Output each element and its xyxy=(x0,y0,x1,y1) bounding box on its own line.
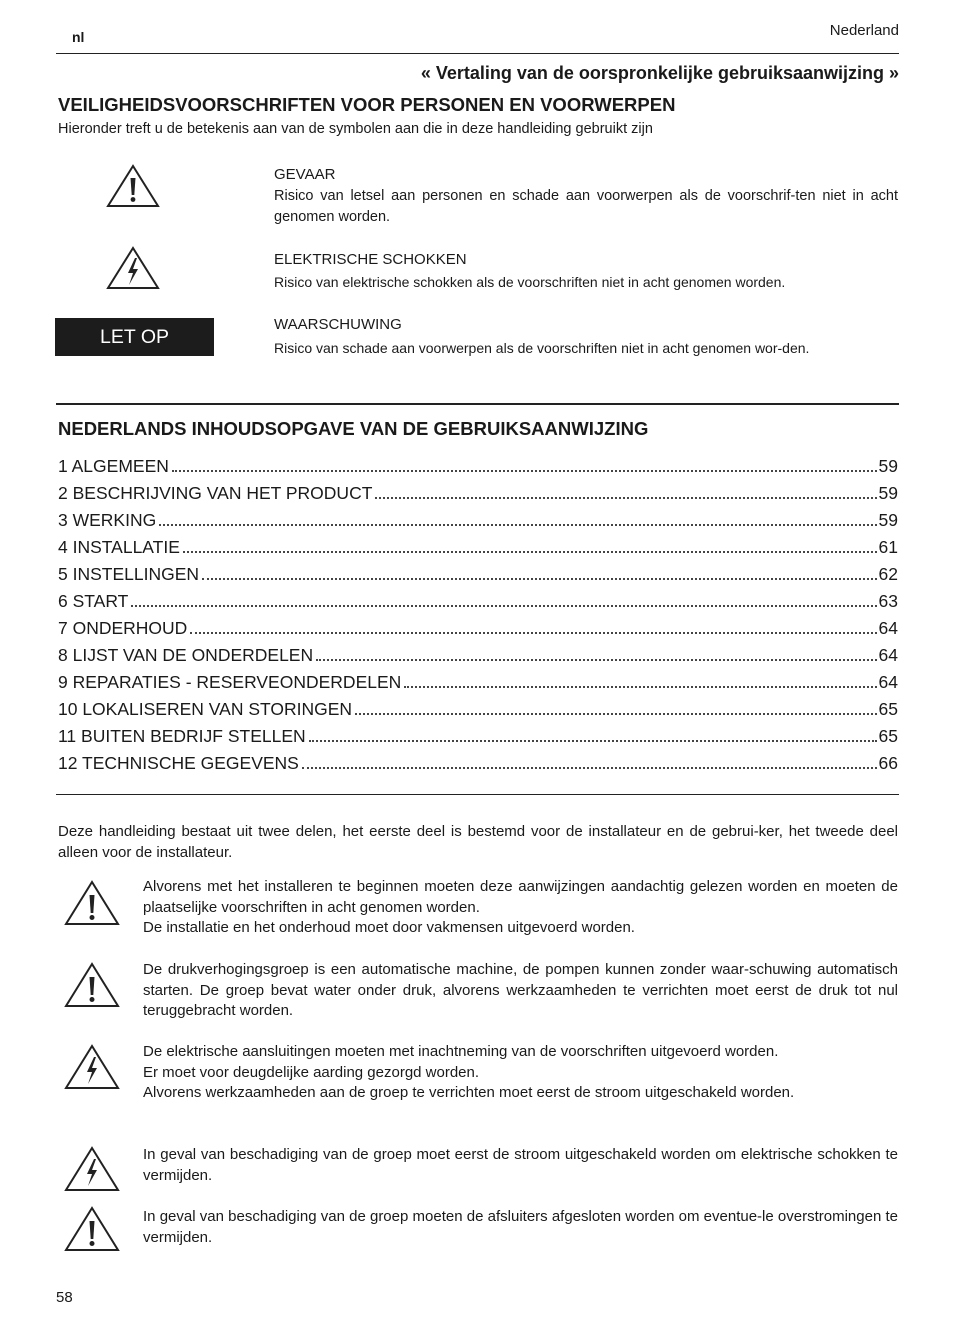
note-line: Alvorens werkzaamheden aan de groep te verrichten moet eerst de stroom uitgeschakeld worden. xyxy=(143,1084,795,1101)
safety-intro: Hieronder treft u de betekenis aan van de symbolen aan die in deze handleiding gebruikt zijn xyxy=(58,121,653,137)
toc-entry-page: 64 xyxy=(878,672,898,692)
symbol-text-electric: Risico van elektrische schokken als de voorschriften niet in acht genomen worden. xyxy=(274,274,786,290)
country-label: Nederland xyxy=(829,22,899,39)
toc-entry-title: 8 LIJST VAN DE ONDERDELEN xyxy=(58,645,314,665)
toc-entry-page: 63 xyxy=(878,591,898,611)
warning-exclamation-icon xyxy=(64,880,120,926)
electric-shock-icon xyxy=(64,1044,120,1090)
toc-entry-title: 10 LOKALISEREN VAN STORINGEN xyxy=(58,699,353,719)
warning-exclamation-icon xyxy=(106,164,160,208)
electric-shock-icon xyxy=(64,1146,120,1192)
note-line: De elektrische aansluitingen moeten met inachtneming van de voorschriften uitgevoerd worden. xyxy=(143,1043,779,1060)
translation-note: « Vertaling van de oorspronkelijke gebruiksaanwijzing » xyxy=(420,63,899,83)
toc-entry-title: 1 ALGEMEEN xyxy=(58,456,169,476)
toc-entry-page: 65 xyxy=(878,726,898,746)
toc-entry-title: 3 WERKING xyxy=(58,510,157,530)
toc-entry-title: 7 ONDERHOUD xyxy=(58,618,188,638)
let-op-badge: LET OP xyxy=(55,318,214,356)
toc-entry-page: 59 xyxy=(878,456,898,476)
toc-leader xyxy=(183,551,877,553)
toc-entry-title: 2 BESCHRIJVING VAN HET PRODUCT xyxy=(58,483,373,503)
toc-leader xyxy=(131,605,876,607)
symbol-text-caution: Risico van schade aan voorwerpen als de voorschriften niet in acht genomen wor-den. xyxy=(274,340,810,356)
toc-entry xyxy=(58,645,898,672)
toc-entry-title: 11 BUITEN BEDRIJF STELLEN xyxy=(58,726,306,746)
toc-divider xyxy=(56,794,899,795)
note-line: In geval van beschadiging van de groep moeten de afsluiters afgesloten worden om eventue-le overstromingen te vermijden. xyxy=(143,1208,898,1246)
note-install xyxy=(143,877,898,939)
toc-entry-title: 5 INSTELLINGEN xyxy=(58,564,200,584)
toc-leader xyxy=(202,578,877,580)
page-number: 58 xyxy=(56,1289,73,1306)
warning-exclamation-icon xyxy=(64,962,120,1008)
manual-intro: Deze handleiding bestaat uit twee delen, het eerste deel is bestemd voor de installateur en de gebrui-ker, het tweede deel alleen voor de installateur. xyxy=(58,823,898,861)
note-damage-power xyxy=(143,1145,898,1186)
toc-entry-page: 64 xyxy=(878,645,898,665)
toc-list xyxy=(58,456,898,780)
toc-entry-title: 12 TECHNISCHE GEGEVENS xyxy=(58,753,299,773)
symbol-heading-danger: GEVAAR xyxy=(274,166,336,183)
toc-leader xyxy=(190,632,876,634)
toc-entry-title: 9 REPARATIES - RESERVEONDERDELEN xyxy=(58,672,402,692)
toc-leader xyxy=(375,497,876,499)
toc-title: NEDERLANDS INHOUDSOPGAVE VAN DE GEBRUIKSAANWIJZING xyxy=(58,418,649,439)
toc-entry xyxy=(58,753,898,780)
note-line: De drukverhogingsgroep is een automatische machine, de pompen kunnen zonder waar-schuwing automatisch starten. De groep bevat water onder druk, alvorens werkzaamheden te verrichten moet eerst de druk tot nul teruggebracht worden. xyxy=(143,961,898,1019)
toc-entry-page: 62 xyxy=(878,564,898,584)
symbol-heading-caution: WAARSCHUWING xyxy=(274,316,402,333)
warning-exclamation-icon xyxy=(64,1206,120,1252)
toc-entry xyxy=(58,618,898,645)
toc-entry xyxy=(58,510,898,537)
note-line: De installatie en het onderhoud moet door vakmensen uitgevoerd worden. xyxy=(143,919,635,936)
toc-entry xyxy=(58,672,898,699)
note-line: Er moet voor deugdelijke aarding gezorgd worden. xyxy=(143,1063,480,1081)
toc-leader xyxy=(355,713,877,715)
toc-leader xyxy=(159,524,876,526)
note-line: In geval van beschadiging van de groep moet eerst de stroom uitgeschakeld worden om elektrische schokken te vermijden. xyxy=(143,1146,898,1184)
toc-entry-page: 61 xyxy=(878,537,898,557)
toc-entry xyxy=(58,564,898,591)
note-electrical xyxy=(143,1042,898,1104)
toc-entry xyxy=(58,456,898,483)
toc-leader xyxy=(316,659,876,661)
toc-entry-page: 59 xyxy=(878,483,898,503)
toc-entry-page: 66 xyxy=(878,753,898,773)
note-pressure xyxy=(143,960,898,1022)
section-divider xyxy=(56,403,899,405)
toc-entry-title: 6 START xyxy=(58,591,129,611)
toc-entry xyxy=(58,537,898,564)
toc-entry-page: 64 xyxy=(878,618,898,638)
toc-leader xyxy=(404,686,876,688)
symbol-text-danger: Risico van letsel aan personen en schade aan voorwerpen als de voorschrif-ten niet in acht genomen worden. xyxy=(274,188,898,225)
toc-entry xyxy=(58,591,898,618)
note-line: Alvorens met het installeren te beginnen moeten deze aanwijzingen aandachtig gelezen worden en moeten de plaatselijke voorschriften in acht genomen worden. xyxy=(143,878,898,916)
toc-leader xyxy=(309,740,877,742)
toc-entry xyxy=(58,483,898,510)
toc-leader xyxy=(302,767,877,769)
toc-entry-title: 4 INSTALLATIE xyxy=(58,537,180,557)
toc-entry-page: 65 xyxy=(878,699,898,719)
toc-entry-page: 59 xyxy=(878,510,898,530)
safety-title: VEILIGHEIDSVOORSCHRIFTEN VOOR PERSONEN EN VOORWERPEN xyxy=(58,94,676,115)
toc-entry xyxy=(58,726,898,753)
language-code: nl xyxy=(72,29,85,45)
electric-shock-icon xyxy=(106,246,160,290)
symbol-heading-electric: ELEKTRISCHE SCHOKKEN xyxy=(274,251,467,268)
note-damage-valves xyxy=(143,1207,898,1248)
toc-leader xyxy=(172,470,877,472)
header-divider xyxy=(56,53,899,54)
toc-entry xyxy=(58,699,898,726)
